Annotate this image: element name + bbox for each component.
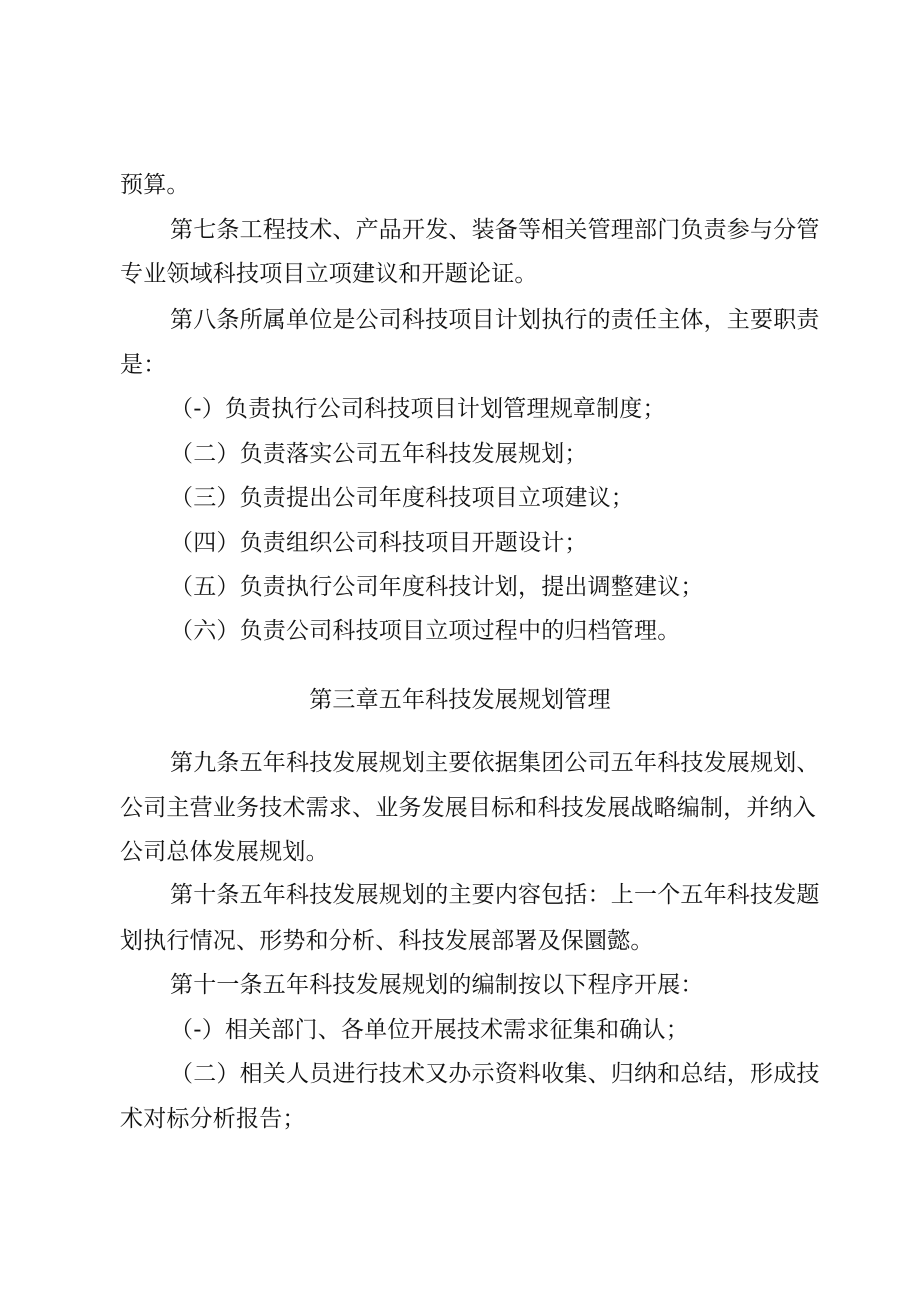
paragraph-line: 第八条所属单位是公司科技项目计划执行的责任主体，主要职责 (170, 307, 820, 333)
paragraph-line: 是： (120, 352, 167, 378)
paragraph-line: 第十条五年科技发展规划的主要内容包括：上一个五年科技发题 (170, 882, 820, 908)
chapter-heading: 第三章五年科技发展规划管理 (309, 687, 611, 713)
paragraph-line: 第七条工程技术、产品开发、装备等相关管理部门负责参与分管 (170, 217, 820, 243)
paragraph-line: 术对标分析报告； (120, 1106, 306, 1132)
list-item: （-）相关部门、各单位开展技术需求征集和确认； (170, 1017, 689, 1043)
list-item: （四）负责组织公司科技项目开题设计； (170, 530, 588, 556)
paragraph-line: 专业领域科技项目立项建议和开题论证。 (120, 261, 538, 287)
list-item: （六）负责公司科技项目立项过程中的归档管理。 (170, 618, 681, 644)
list-item: （二）相关人员进行技术又办示资料收集、归纳和总结，形成技 (170, 1061, 820, 1087)
paragraph-line: 公司主营业务技术需求、业务发展目标和科技发展战略编制，并纳入 (120, 795, 816, 821)
paragraph-line: 公司总体发展规划。 (120, 839, 329, 865)
paragraph-line: 第十一条五年科技发展规划的编制按以下程序开展： (170, 972, 704, 998)
list-item: （五）负责执行公司年度科技计划，提出调整建议； (170, 574, 704, 600)
list-item: （三）负责提出公司年度科技项目立项建议； (170, 485, 634, 511)
paragraph-line: 预算。 (120, 172, 190, 198)
list-item: （二）负责落实公司五年科技发展规划； (170, 441, 588, 467)
list-item: （-）负责执行公司科技项目计划管理规章制度； (170, 396, 666, 422)
paragraph-line: 第九条五年科技发展规划主要依据集团公司五年科技发展规划、 (170, 750, 820, 776)
paragraph-line: 划执行情况、形势和分析、科技发展部署及保圜懿。 (120, 928, 654, 954)
